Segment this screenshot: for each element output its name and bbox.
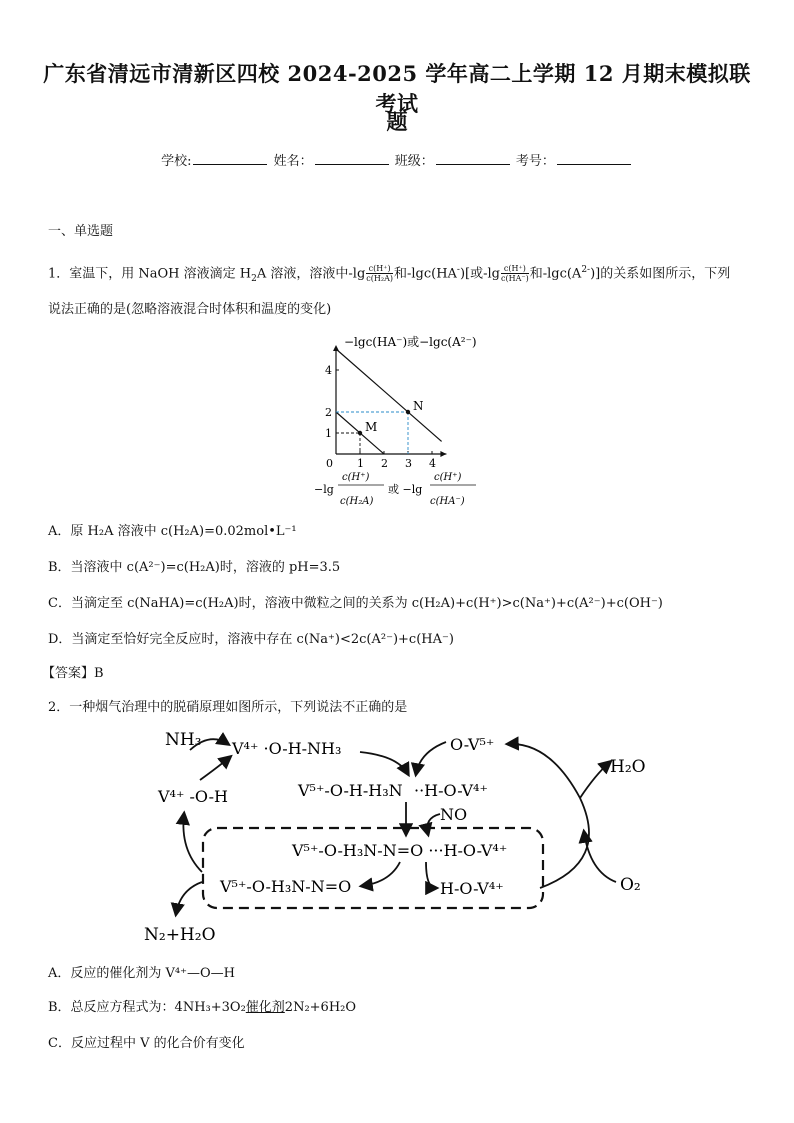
arrow-oxidation-cycle — [508, 744, 589, 888]
arrow-complex-to-h3nno — [362, 862, 400, 886]
v5-h3n-no-label: V⁵⁺-O-H₃N-N=O — [220, 877, 352, 896]
chart-x-frac-a-num: c(H⁺) — [342, 472, 370, 483]
n2-h2o-label: N₂+H₂O — [144, 925, 216, 945]
arrow-complex-to-hov4 — [426, 862, 436, 888]
v4-o-h-label: V⁴⁺ -O-H — [158, 787, 228, 806]
point-N — [406, 410, 410, 414]
point-label-M: M — [365, 420, 378, 434]
arrow-n2-out — [176, 882, 202, 914]
h-o-v4-top-label: ··H-O-V⁴⁺ — [414, 781, 488, 800]
h2o-label: H₂O — [610, 757, 646, 777]
chart-x-frac-b-num: c(H⁺) — [434, 472, 462, 483]
q1-text-d: )[或-lg — [459, 266, 500, 282]
section-heading: 一、单选题 — [48, 224, 114, 239]
q1-fraction-1: $\frac{c(H^+)}{\text{c(H₂A)}}$ — [366, 264, 393, 284]
chart-x-label-or: 或 −lg — [388, 483, 423, 496]
q1-text-f: )]的关系如图所示，下列 — [590, 266, 731, 282]
y-tick-label: 1 — [325, 427, 332, 440]
class-label: 班级： — [394, 154, 434, 169]
arrow-to-h3n — [360, 752, 408, 774]
q1-text-c: 和-lgc(HA — [393, 266, 457, 282]
q2-option-c: C．反应过程中 V 的化合价有变化 — [48, 1036, 245, 1051]
student-info-line — [0, 150, 794, 169]
exam-number-label: 考号： — [515, 154, 555, 169]
no-label: NO — [440, 805, 468, 824]
chart-x-label-prefix: −lg — [314, 483, 334, 496]
q1-answer: 【答案】B — [42, 666, 104, 681]
v5-o-h-h3n-label: V⁵⁺-O-H-H₃N — [298, 781, 403, 800]
v4-o-h-nh3-label: V⁴⁺ ·O-H-NH₃ — [232, 739, 342, 758]
v5-complex-label: V⁵⁺-O-H₃N-N=O ···H-O-V⁴⁺ — [292, 841, 508, 860]
school-label: 学校: — [161, 154, 192, 169]
q2-option-b-post: 2N₂+6H₂O — [284, 1000, 357, 1015]
nh3-label: NH₃ — [165, 730, 202, 750]
page-title: 广东省清远市清新区四校 2024-2025 学年高二上学期 12 月期末模拟联考试 — [43, 61, 751, 116]
x-tick-label: 0 — [326, 457, 333, 470]
y-tick-label: 4 — [325, 364, 332, 377]
h-o-v4-bottom-label: H-O-V⁴⁺ — [440, 879, 504, 898]
point-label-N: N — [413, 399, 424, 413]
series-line-2 — [336, 349, 442, 441]
arrow-regenerate-v4oh — [183, 814, 202, 872]
q1-option-c: C．当滴定至 c(NaHA)=c(H₂A)时，溶液中微粒之间的关系为 c(H₂A)+c(H⁺)>c(Na⁺)+c(A²⁻)+c(OH⁻) — [48, 596, 663, 611]
o2-label: O₂ — [620, 875, 641, 895]
q1-text-e: 和-lgc(A — [529, 266, 582, 282]
x-tick-label: 4 — [429, 457, 436, 470]
x-axis-arrow — [440, 451, 446, 457]
chart-y-label: −lgc(HA⁻)或−lgc(A²⁻) — [344, 335, 477, 349]
x-tick-label: 1 — [357, 457, 364, 470]
q2-reaction-cycle-diagram — [140, 722, 680, 952]
arrow-ov5-in — [416, 742, 446, 774]
chart-x-frac-b-den: c(HA⁻) — [430, 496, 465, 507]
o-v5-label: O-V⁵⁺ — [450, 735, 495, 754]
x-tick-label: 2 — [381, 457, 388, 470]
q1-option-b: B．当溶液中 c(A²⁻)=c(H₂A)时，溶液的 pH=3.5 — [48, 560, 341, 575]
q1-stem-line1: 1．室温下，用 NaOH 溶液滴定 $H_2A$ 溶液，溶液中-lg $\frac{c(H^+)}{\text{c(H₂A)}}$ 和-lgc(HA-)[或-lg $\frac{c(H^+)}{c(HA^-)}$ 和$-\lg c(A^{2-})$]的关系如图所示，下列 — [48, 264, 731, 284]
q1-chart — [300, 328, 500, 513]
arrow-v4oh-to-complex — [200, 757, 230, 780]
q2-option-a: A．反应的催化剂为 V⁴⁺—O—H — [48, 966, 235, 981]
q1-option-d: D．当滴定至恰好完全反应时，溶液中存在 c(Na⁺)<2c(A²⁻)+c(HA⁻) — [48, 632, 454, 647]
point-M — [358, 431, 362, 435]
q2-option-b-pre: B．总反应方程式为：4NH₃+3O₂ — [48, 1000, 246, 1015]
exam-number-field[interactable] — [557, 152, 631, 165]
arrow-no-in — [427, 814, 440, 834]
school-field[interactable] — [193, 152, 267, 165]
x-tick-label: 3 — [405, 457, 412, 470]
q2-option-b — [48, 998, 748, 1018]
class-field[interactable] — [436, 152, 510, 165]
q2-option-b-catalyst: 催化剂 — [245, 1000, 285, 1015]
y-tick-label: 2 — [325, 406, 332, 419]
q1-text-b: A 溶液，溶液中-lg — [256, 266, 366, 282]
q1-stem-line2: 说法正确的是(忽略溶液混合时体积和温度的变化) — [48, 302, 332, 317]
page-title-continued: 题 — [386, 109, 408, 134]
q1-fraction-2: $\frac{c(H^+)}{c(HA^-)}$ — [501, 264, 529, 284]
name-field[interactable] — [315, 152, 389, 165]
arrow-h2o-out — [580, 762, 610, 798]
q1-option-a: A．原 H₂A 溶液中 c(H₂A)=0.02mol•L⁻¹ — [48, 524, 297, 539]
q2-stem: 2．一种烟气治理中的脱硝原理如图所示，下列说法不正确的是 — [48, 700, 408, 715]
chart-x-frac-a-den: c(H₂A) — [340, 496, 374, 507]
q1-text-a: 1．室温下，用 NaOH 溶液滴定 H — [48, 266, 252, 282]
name-label: 姓名： — [273, 154, 313, 169]
